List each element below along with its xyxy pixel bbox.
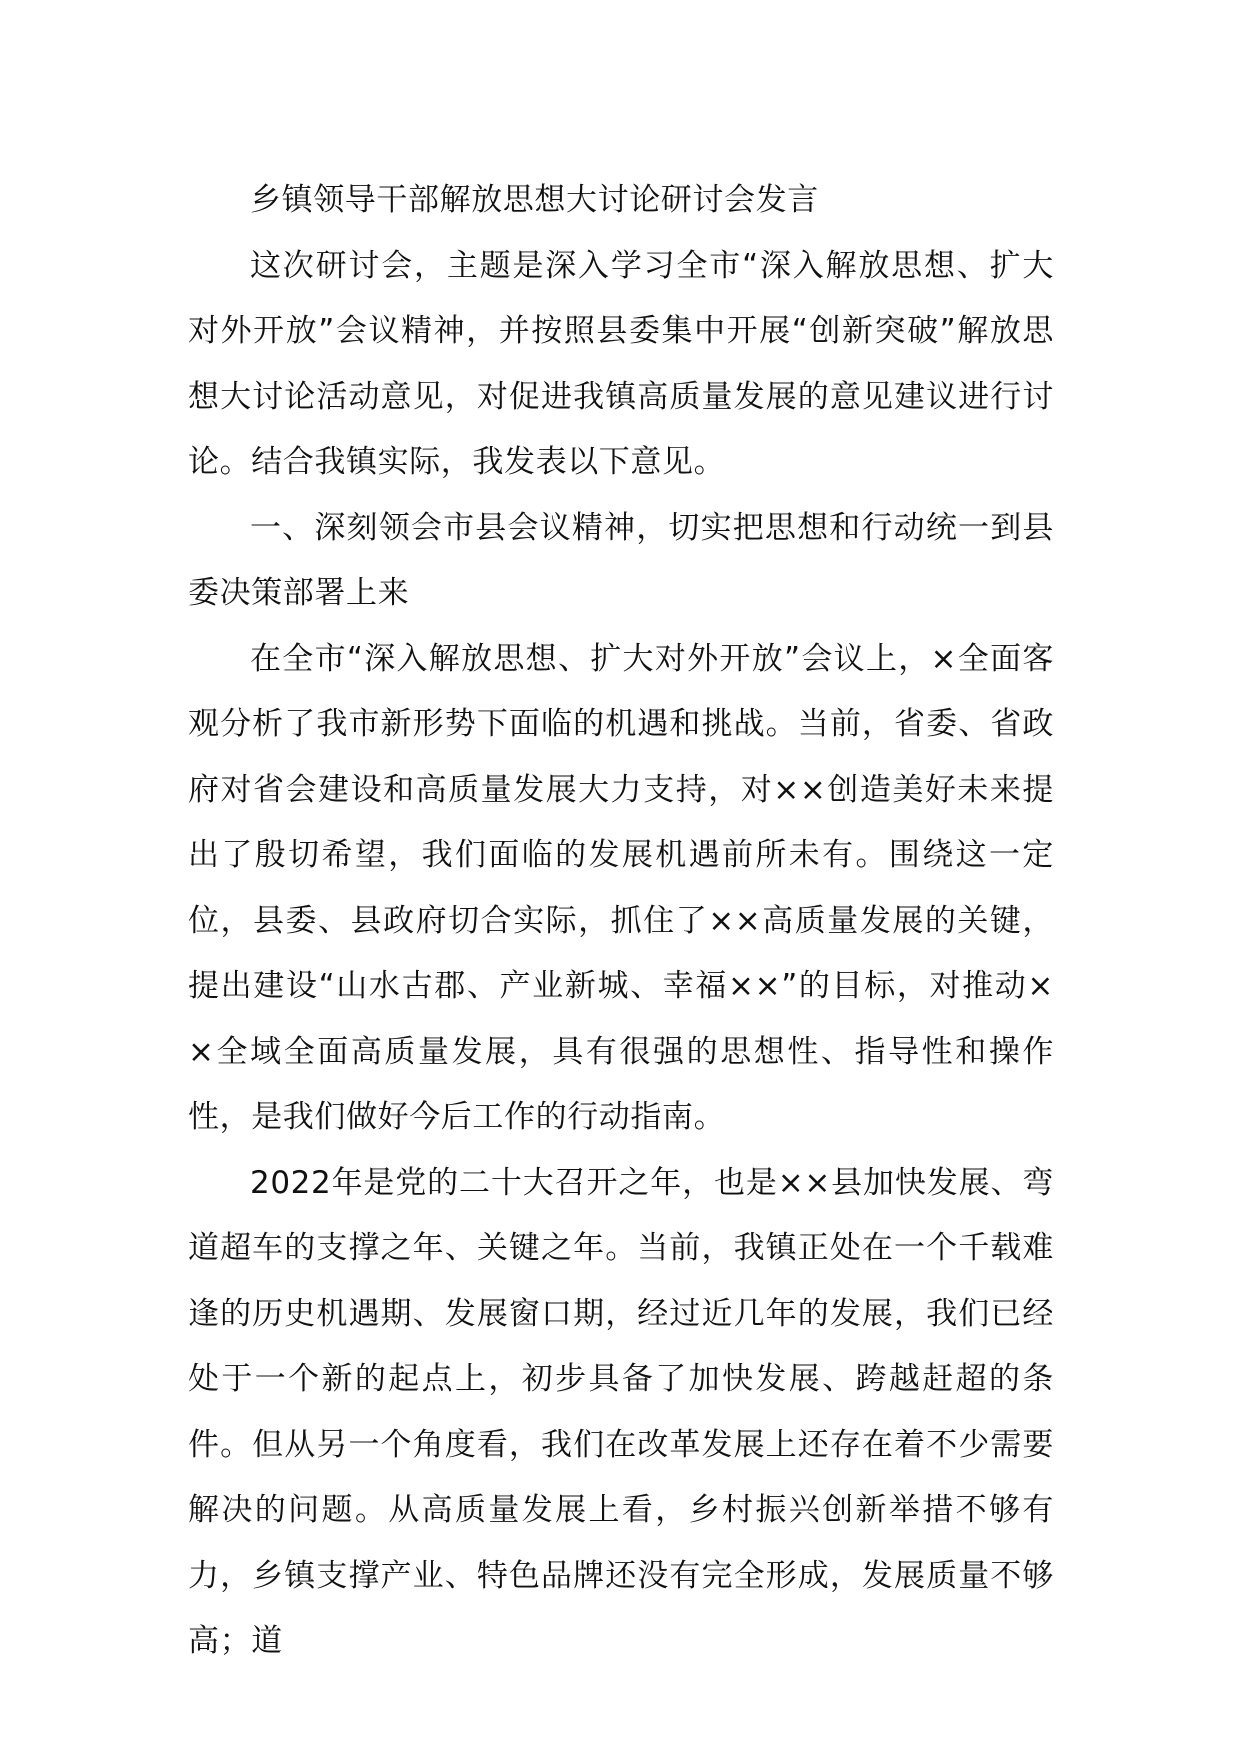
- paragraph-2022: 2022年是党的二十大召开之年，也是××县加快发展、弯道超车的支撑之年、关键之年。当前，我镇正处在一个千载难逢的历史机遇期、发展窗口期，经过近几年的发展，我们已经处于一个新的起点上，初步具备了加快发展、跨越赶超的条件。但从另一个角度看，我们在改革发展上还存在着不少需要解决的问题。从高质量发展上看，乡村振兴创新举措不够有力，乡镇支撑产业、特色品牌还没有完全形成，发展质量不够高；道: [188, 1164, 1054, 1659]
- document-body: [188, 168, 1054, 1675]
- section-heading-1: 一、深刻领会市县会议精神，切实把思想和行动统一到县委决策部署上来: [188, 509, 1054, 611]
- document-title: 乡镇领导干部解放思想大讨论研讨会发言: [250, 182, 819, 218]
- paragraph-city-meeting: 在全市“深入解放思想、扩大对外开放”会议上，×全面客观分析了我市新形势下面临的机遇和挑战。当前，省委、省政府对省会建设和高质量发展大力支持，对××创造美好未来提出了殷切希望，我们面临的发展机遇前所未有。围绕这一定位，县委、县政府切合实际，抓住了××高质量发展的关键，提出建设“山水古郡、产业新城、幸福××”的目标，对推动××全域全面高质量发展，具有很强的思想性、指导性和操作性，是我们做好今后工作的行动指南。: [188, 640, 1054, 1135]
- paragraph-intro: 这次研讨会，主题是深入学习全市“深入解放思想、扩大对外开放”会议精神，并按照县委集中开展“创新突破”解放思想大讨论活动意见，对促进我镇高质量发展的意见建议进行讨论。结合我镇实际，我发表以下意见。: [188, 247, 1054, 480]
